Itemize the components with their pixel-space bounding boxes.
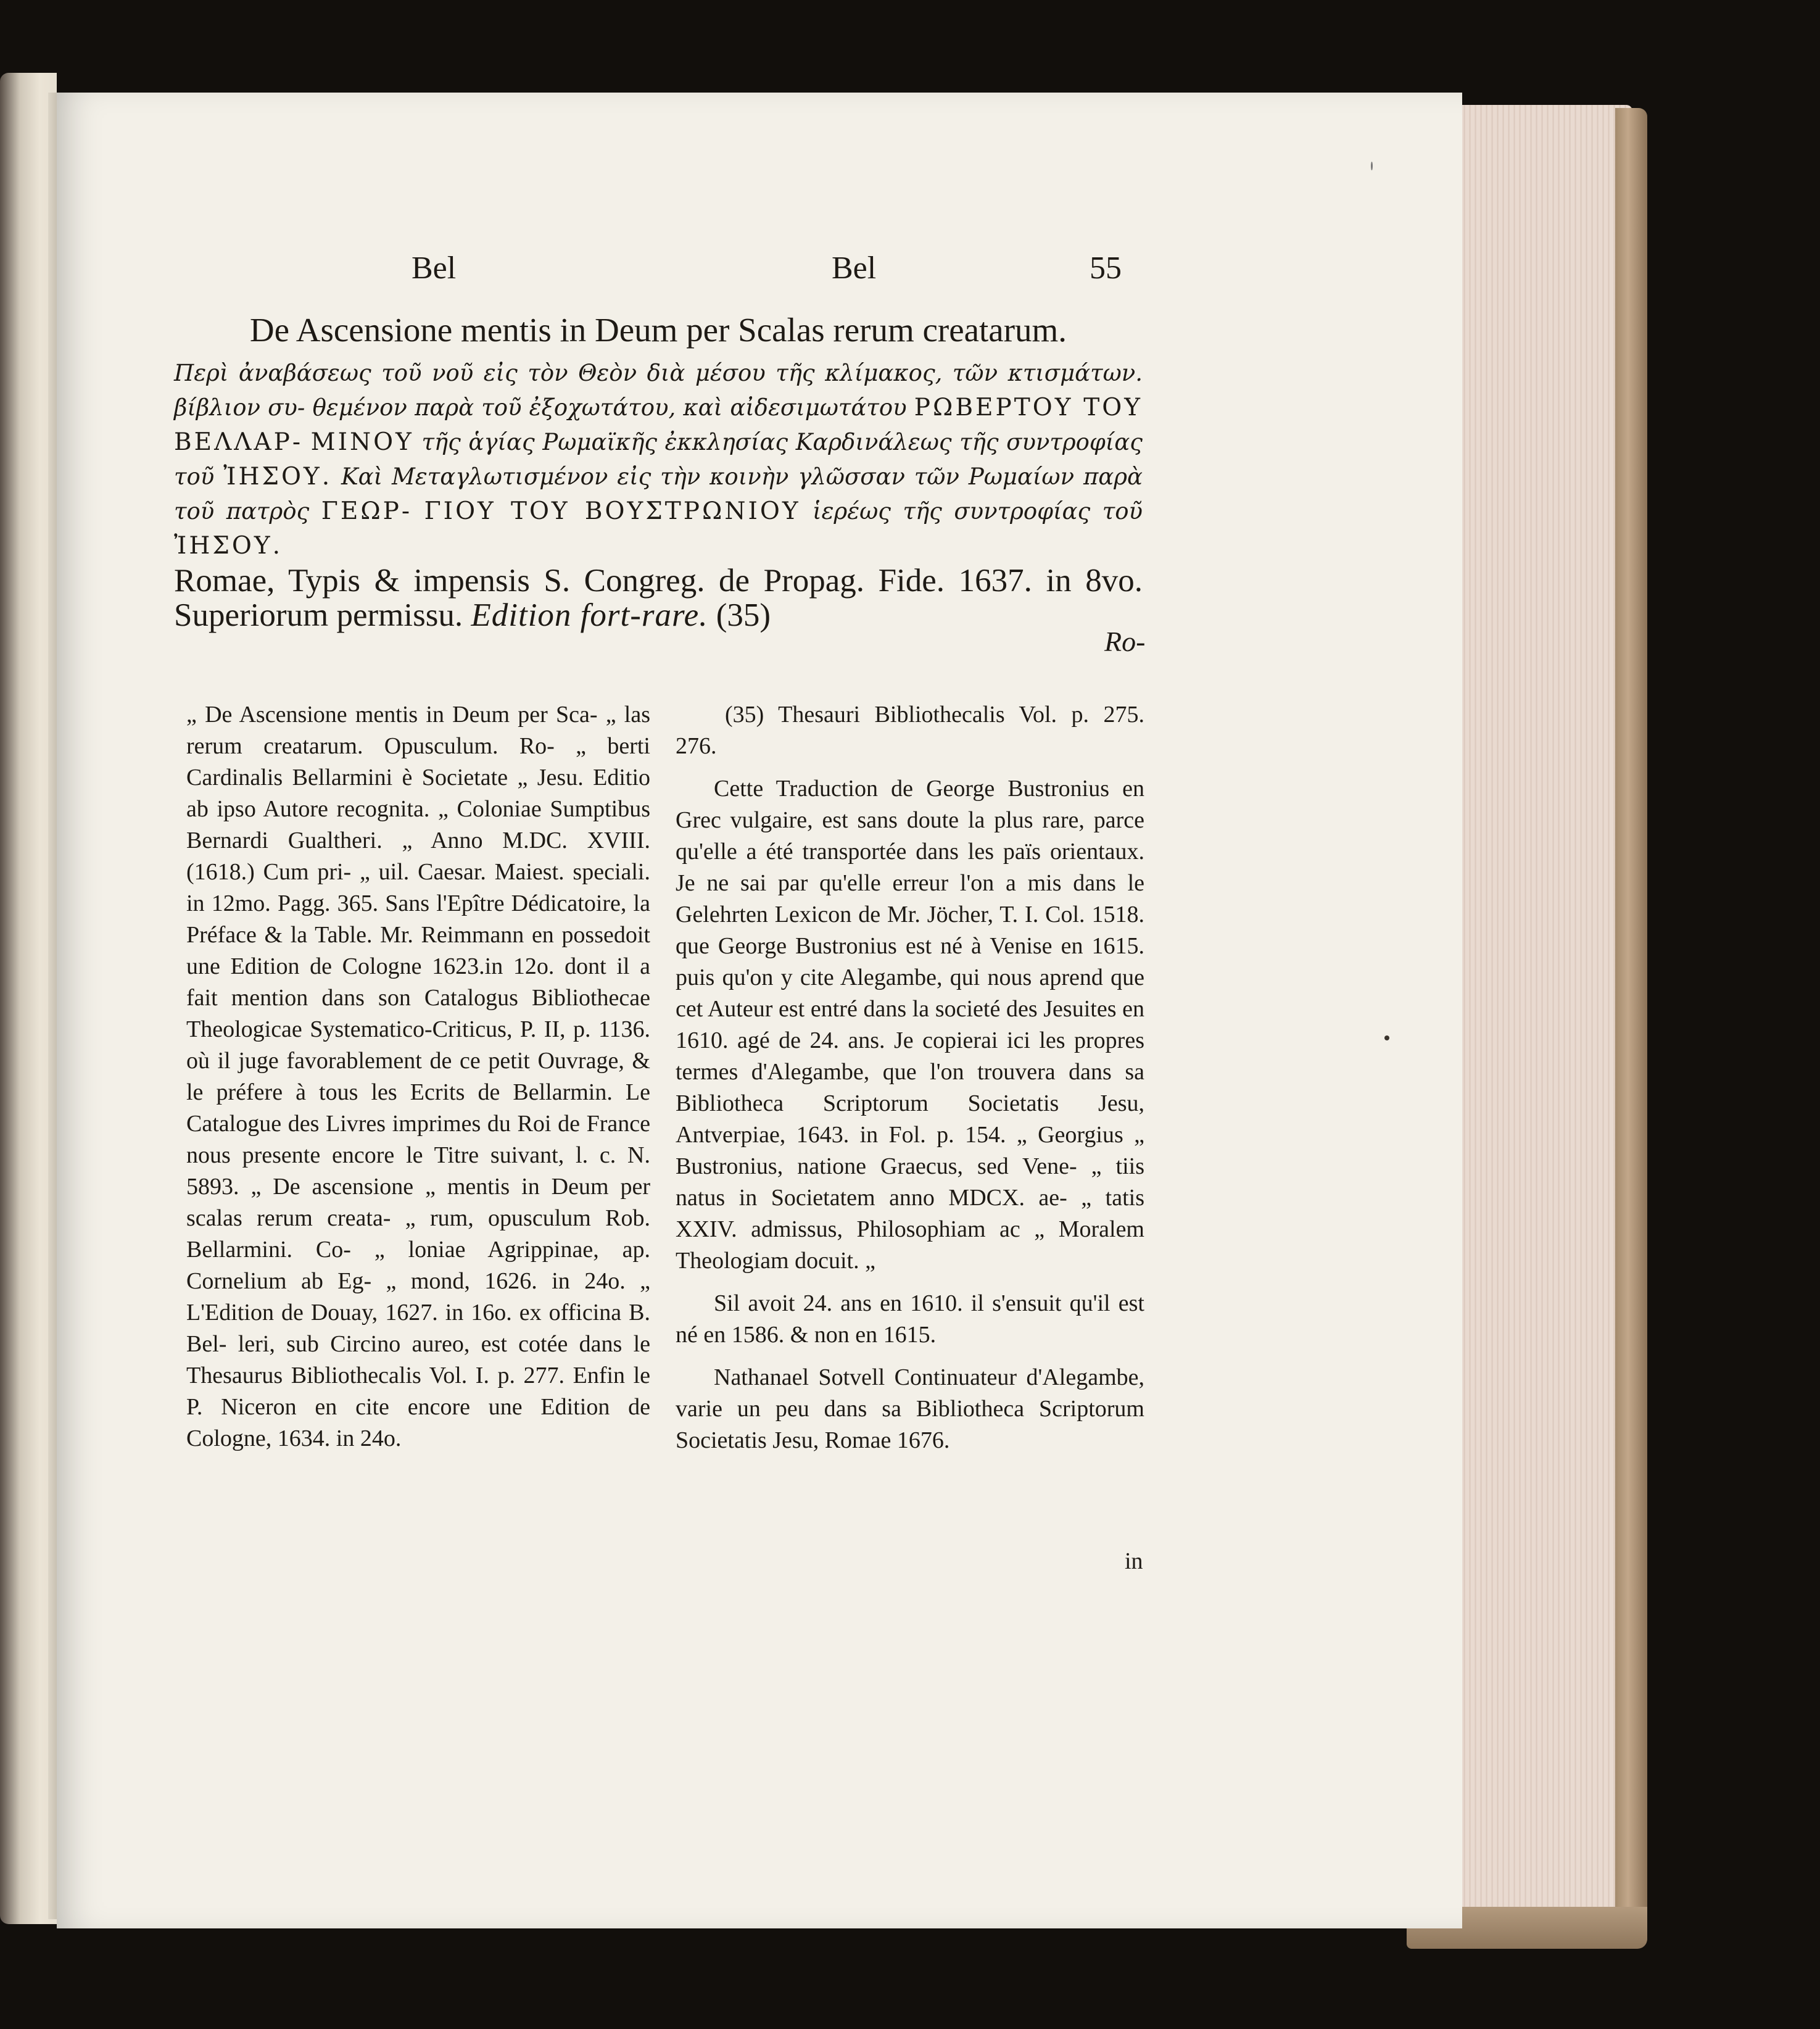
running-head-left: Bel [412,251,457,286]
imprint [174,563,1143,633]
left-column [186,699,650,1454]
greek-line: τῆς ἁγίας Ρωμαϊκῆς ἐκκλησίας Καρδινάλεως τῆς συντροφίας τοῦ [174,429,1143,490]
page-number: 55 [1090,251,1122,286]
greek-author-name: ΜΙΝΟΥ [310,428,414,456]
right-column-paragraph: Nathanael Sotvell Continuateur d'Alegambe, varie un peu dans sa Bibliotheca Scriptorum Societatis Jesu, Romae 1676. [676,1364,1144,1453]
catchword-bottom: in [1125,1548,1143,1574]
greek-line: ἱερέως τῆς συντροφίας τοῦ [813,498,1143,525]
left-column-paragraph: „ De Ascensione mentis in Deum per Sca- „ las rerum creatarum. Opusculum. Ro- „ berti Cardinalis Bellarmini è Societate „ Jesu. Editio ab ipso Autore recognita. „ Coloniae Sumptibus Bernardi Gualtheri. „ Anno M.DC. XVIII. (1618.) Cum pri- „ uil. Caesar. Maiest. speciali. in 12mo. Pagg. 365. Sans l'Epître Dédicatoire, la Préface & la Table. Mr. Reimmann en possedoit une Edition de Cologne 1623.in 12o. dont il a fait mention dans son Catalogus Bibliothecae Theologicae Systematico-Criticus, P. II, p. 1136. où il juge favorablement de ce petit Ouvrage, & le préfere à tous les Ecrits de Bellarmin. Le Catalogue des Livres imprimes du Roi de France nous presente encore le Titre suivant, l. c. N. 5893. „ De ascensione „ mentis in Deum per scalas rerum creata- „ rum, opusculum Rob. Bellarmini. Co- „ loniae Agrippinae, ap. Cornelium ab Eg- „ mond, 1626. in 24o. „ L'Edition de Douay, 1627. in 16o. ex officina B. Bel- leri, sub Circino aureo, est cotée dans le Thesaurus Bibliothecalis Vol. I. p. 277. Enfin le P. Niceron en cite encore une Edition de Cologne, 1634. in 24o. [186,702,650,1451]
right-column-paragraph: Sil avoit 24. ans en 1610. il s'ensuit qu'il est né en 1586. & non en 1615. [676,1290,1144,1348]
paper-speck [1371,162,1373,170]
imprint-text: Romae, Typis & impensis S. Congreg. de Propag. Fide. 1637. in 8vo. Superiorum permissu. [174,563,1143,633]
greek-translator-name: ΓΙΟΥ ΤΟΥ ΒΟΥΣΤΡΩΝΙΟΥ [424,497,801,525]
right-column-paragraph: Cette Traduction de George Bustronius en Grec vulgaire, est sans doute la plus rare, parce qu'elle a été transportée dans les païs orientaux. Je ne sai par qu'elle erreur l'on a mis dans le Gelehrten Lexicon de Mr. Jöcher, T. I. Col. 1518. que George Bustronius est né à Venise en 1615. puis qu'on y cite Alegambe, qui nous aprend que cet Auteur est entré dans la societé des Jesuites en 1610. agé de 24. ans. Je copierai ici les propres termes d'Alegambe, que l'on trouvera dans sa Bibliotheca Scriptorum Societatis Jesu, Antverpiae, 1643. in Fol. p. 154. „ Georgius „ Bustronius, natione Graecus, sed Vene- „ tiis natus in Societatem anno MDCX. ae- „ tatis XXIV. admissus, Philosophiam ac „ Moralem Theologiam docuit. „ [676,776,1144,1274]
greek-title [174,356,1143,563]
paper-speck [1384,1035,1389,1040]
latin-title: De Ascensione mentis in Deum per Scalas rerum creatarum. [249,311,1067,349]
book-cover-edge [1615,108,1647,1947]
catchword-top: Ro- [1104,626,1146,657]
greek-translator-name: ΓΕΩΡ- [321,497,413,525]
greek-line: θεμένον παρὰ τοῦ ἐξοχωτάτου, καὶ αἰδεσιμωτάτου [312,394,907,421]
greek-author-name: ΡΩΒΕΡΤΟΥ ΤΟΥ ΒΕΛΛΑΡ- [174,394,1143,456]
entry-heading [174,312,1143,633]
right-column [676,699,1144,1456]
greek-jesus: ἸΗΣΟΥ. [223,463,333,491]
imprint-rarity: Edition fort-rare. [471,597,708,633]
footnote-35: (35) Thesauri Bibliothecalis Vol. p. 275. 276. [676,702,1144,759]
greek-jesus: ἸΗΣΟΥ. [174,532,283,560]
page-stack-fore-edge [1460,105,1632,1907]
note-reference: (35) [716,597,771,633]
greek-line: Περὶ ἀναβάσεως τοῦ νοῦ εἰς τὸν Θεὸν διὰ μέσου τῆς κλίμακος, τῶν κτισμάτων. βίβλιον συ- [174,360,1143,421]
greek-line: Καὶ Μεταγλωτισμένον εἰς τὴν κοινὴν γλῶσσαν τῶν Ρωμαίων παρὰ τοῦ πατρὸς [174,463,1143,525]
running-head-center: Bel [832,251,877,286]
